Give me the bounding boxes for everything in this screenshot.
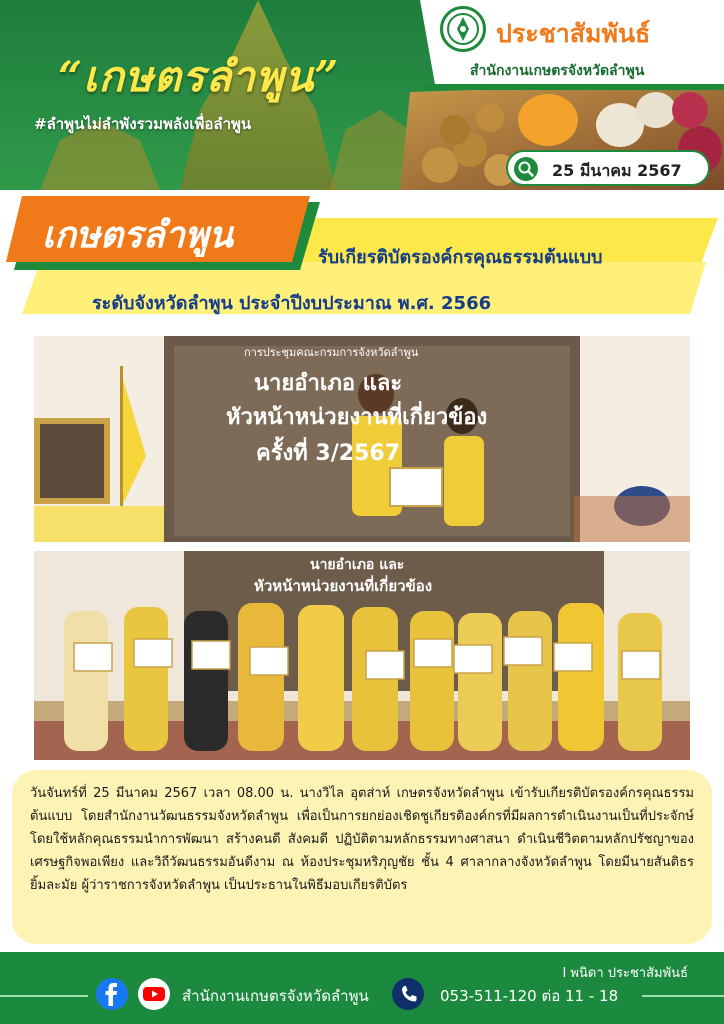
photo-2-scene	[34, 551, 690, 760]
photo-1-banner-line-1: การประชุมคณะกรมการจังหวัดลำพูน	[244, 346, 419, 359]
photo-2-banner-line-1: นายอำเภอ และ	[310, 557, 405, 573]
facebook-glyph	[96, 978, 128, 1010]
logo-emblem-icon	[440, 6, 486, 52]
header-main-title: “เกษตรลำพูน”	[58, 52, 340, 101]
phone-icon[interactable]	[392, 978, 424, 1010]
facebook-icon[interactable]	[96, 978, 128, 1010]
footer-line-right	[642, 995, 724, 997]
photo-1-banner-line-4: ครั้งที่ 3/2567	[256, 441, 401, 466]
group-people	[64, 603, 662, 751]
footer-office: สำนักงานเกษตรจังหวัดลำพูน	[182, 987, 369, 1005]
photo-2-banner-line-2: หัวหน้าหน่วยงานที่เกี่ยวข้อง	[254, 577, 433, 595]
body-textbox	[12, 770, 712, 944]
footer-phone: 053-511-120 ต่อ 11 - 18	[440, 987, 619, 1005]
photo-group-certificates	[34, 551, 690, 760]
date-pill	[506, 150, 710, 186]
photo-award-handover	[34, 336, 690, 542]
body-paragraph: วันจันทร์ที่ 25 มีนาคม 2567 เวลา 08.00 น. นางวิไล อุตส่าห์ เกษตรจังหวัดลำพูน เข้ารับเกียรติบัตรองค์กรคุณธรรมต้นแบบ โดยสำนักงานวัฒนธรรมจังหวัดลำพูน เพื่อเป็นการยกย่องเชิดชูเกียรติองค์กรที่มีผลการดำเนินงานเป็นที่ประจักษ์ โดยใช้หลักคุณธรรมนำการพัฒนา สร้างคนดี สังคมดี ปฏิบัติตามหลักธรรมทางศาสนา ดำเนินชีวิตตามหลักปรัชญาของเศรษฐกิจพอเพียง และวิถีวัฒนธรรมอันดีงาม ณ ห้องประชุมหริภุญชัย ชั้น 4 ศาลากลางจังหวัดลำพูน โดยมีนายสันติธร ยิ้มละมัย ผู้ว่าราชการจังหวัดลำพูน เป็นประธานในพิธีมอบเกียรติบัตร	[30, 786, 694, 893]
photo-1-banner-line-3: หัวหน้าหน่วยงานที่เกี่ยวข้อง	[226, 405, 488, 430]
youtube-glyph	[138, 978, 170, 1010]
youtube-icon[interactable]	[138, 978, 170, 1010]
photo-1-scene	[34, 336, 690, 542]
date-text: 25 มีนาคม 2567	[552, 161, 682, 180]
brand-title: ประชาสัมพันธ์	[496, 19, 651, 48]
footer-line-left	[0, 995, 88, 997]
brand-office: สำนักงานเกษตรจังหวัดลำพูน	[470, 63, 645, 79]
title-line-1: รับเกียรติบัตรองค์กรคุณธรรมต้นแบบ	[318, 247, 603, 268]
title-line-2: ระดับจังหวัดลำพูน ประจำปีงบประมาณ พ.ศ. 2566	[92, 293, 492, 314]
phone-glyph	[392, 978, 424, 1010]
search-icon	[514, 157, 538, 181]
search-glyph	[514, 157, 538, 181]
title-badge: เกษตรลำพูน	[42, 214, 234, 256]
header-hashtag: #ลำพูนไม่ลำพังรวมพลังเพื่อลำพูน	[34, 115, 252, 133]
emblem-graphic	[443, 9, 483, 49]
footer-credit: I พนิดา ประชาสัมพันธ์	[562, 966, 688, 981]
photo-1-banner-line-2: นายอำเภอ และ	[254, 371, 403, 396]
